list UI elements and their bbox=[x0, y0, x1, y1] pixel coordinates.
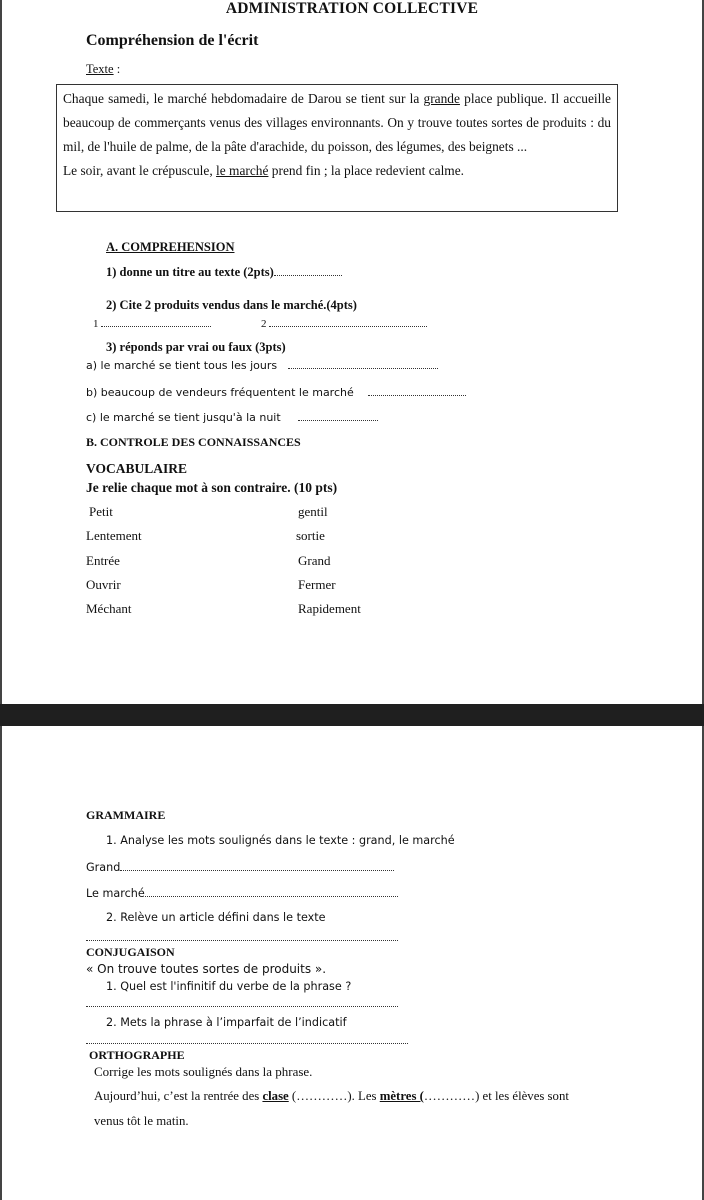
question-1: 1) donne un titre au texte (2pts) bbox=[106, 265, 274, 279]
conjugaison-question-1: 1. Quel est l'infinitif du verbe de la phrase ? bbox=[106, 980, 352, 993]
texte-label: Texte bbox=[86, 62, 114, 76]
vocab-word-left[interactable]: Ouvrir bbox=[86, 577, 121, 592]
dotted-line[interactable] bbox=[86, 1033, 408, 1044]
vocab-word-right[interactable]: Fermer bbox=[298, 577, 336, 592]
answer-number: 2 bbox=[261, 318, 267, 330]
answer-number: 1 bbox=[93, 318, 99, 330]
conjugaison-sentence: « On trouve toutes sortes de produits ». bbox=[86, 962, 327, 976]
vocab-word-right[interactable]: sortie bbox=[296, 528, 325, 543]
page-separator bbox=[0, 704, 704, 726]
orthographe-sentence-line-1 bbox=[94, 1089, 569, 1104]
question-3a-row bbox=[86, 358, 438, 372]
document-header: ADMINISTRATION COLLECTIVE bbox=[225, 0, 479, 17]
answer-line[interactable] bbox=[86, 994, 398, 1012]
grammaire-question-1: 1. Analyse les mots soulignés dans le texte : grand, le marché bbox=[106, 834, 455, 847]
question-3b-row bbox=[86, 385, 466, 399]
answer-line[interactable] bbox=[101, 316, 211, 327]
orthographe-sentence-line-2: venus tôt le matin. bbox=[94, 1114, 189, 1128]
passage-text: prend fin ; la place redevient calme. bbox=[268, 163, 465, 178]
passage-paragraph-2 bbox=[63, 159, 611, 183]
vocabulaire-heading: VOCABULAIRE bbox=[86, 461, 187, 476]
texte-colon: : bbox=[113, 62, 121, 76]
vocab-word-left[interactable]: Entrée bbox=[86, 553, 120, 568]
answer-line[interactable] bbox=[145, 886, 398, 897]
sentence-text: (…………). Les bbox=[288, 1089, 380, 1103]
vocab-word-left[interactable]: Petit bbox=[89, 504, 113, 519]
answer-line[interactable] bbox=[288, 358, 438, 369]
misspelled-word-metres: mètres ( bbox=[379, 1089, 424, 1103]
question-3c-row bbox=[86, 410, 378, 424]
true-false-statement: c) le marché se tient jusqu'à la nuit bbox=[86, 411, 281, 424]
controle-heading: B. CONTROLE DES CONNAISSANCES bbox=[86, 435, 301, 449]
passage-text: Chaque samedi, le marché hebdomadaire de Darou se tient sur la bbox=[63, 91, 424, 106]
comprehension-heading: A. COMPREHENSION bbox=[106, 240, 235, 254]
answer-line[interactable] bbox=[368, 385, 466, 396]
passage-text: Le soir, avant le crépuscule, bbox=[63, 163, 217, 178]
vocab-word-right[interactable]: Rapidement bbox=[298, 601, 361, 616]
passage-paragraph-1 bbox=[63, 87, 611, 159]
answer-line[interactable] bbox=[298, 410, 378, 421]
reading-passage bbox=[56, 84, 618, 212]
grand-answer-row bbox=[86, 860, 394, 874]
worksheet-page-2 bbox=[0, 726, 704, 1200]
vocab-word-right[interactable]: gentil bbox=[298, 504, 328, 519]
vocab-word-left[interactable]: Méchant bbox=[86, 601, 132, 616]
answer-line[interactable] bbox=[86, 1031, 408, 1049]
passage-text: place publique. Il accueille beaucoup de commerçants venus des villages environnants. On y trouve toutes sortes de produits : du mil, de l'huile de palme, de la pâte d'arachide, du poisson, des légumes, des beignets ... bbox=[63, 91, 611, 154]
misspelled-word-clase: clase bbox=[262, 1089, 289, 1103]
question-2-answer-2 bbox=[261, 316, 427, 330]
sentence-text: Aujourd’hui, c’est la rentrée des bbox=[94, 1089, 263, 1103]
grammaire-heading: GRAMMAIRE bbox=[86, 808, 166, 822]
dotted-line[interactable] bbox=[86, 996, 398, 1007]
le-marche-answer-row bbox=[86, 886, 398, 900]
answer-line[interactable] bbox=[120, 860, 394, 871]
answer-line[interactable] bbox=[86, 928, 398, 946]
orthographe-heading: ORTHOGRAPHE bbox=[89, 1048, 185, 1062]
true-false-statement: b) beaucoup de vendeurs fréquentent le marché bbox=[86, 386, 354, 399]
dotted-line[interactable] bbox=[86, 930, 398, 941]
vocabulaire-instruction: Je relie chaque mot à son contraire. (10 pts) bbox=[86, 480, 338, 495]
conjugaison-heading: CONJUGAISON bbox=[86, 945, 175, 959]
true-false-statement: a) le marché se tient tous les jours bbox=[86, 359, 278, 372]
orthographe-instruction: Corrige les mots soulignés dans la phrase. bbox=[94, 1064, 313, 1079]
section-title: Compréhension de l'écrit bbox=[86, 32, 259, 49]
answer-label: Le marché bbox=[86, 887, 145, 900]
underlined-word-le-marche: le marché bbox=[216, 163, 269, 178]
vocab-word-left[interactable]: Lentement bbox=[86, 528, 142, 543]
question-3: 3) réponds par vrai ou faux (3pts) bbox=[106, 340, 286, 354]
answer-label: Grand bbox=[86, 861, 121, 874]
sentence-text: …………) et les élèves sont bbox=[423, 1089, 569, 1103]
underlined-word-grande: grande bbox=[423, 91, 460, 106]
question-2: 2) Cite 2 produits vendus dans le marché.(4pts) bbox=[106, 298, 357, 312]
question-2-answer-1 bbox=[93, 316, 211, 330]
answer-line[interactable] bbox=[269, 316, 427, 327]
texte-label-row bbox=[86, 62, 120, 77]
vocab-word-right[interactable]: Grand bbox=[298, 553, 331, 568]
question-1-row bbox=[106, 265, 342, 280]
answer-line[interactable] bbox=[274, 265, 342, 276]
grammaire-question-2: 2. Relève un article défini dans le texte bbox=[106, 911, 326, 924]
conjugaison-question-2: 2. Mets la phrase à l’imparfait de l’indicatif bbox=[106, 1016, 347, 1029]
